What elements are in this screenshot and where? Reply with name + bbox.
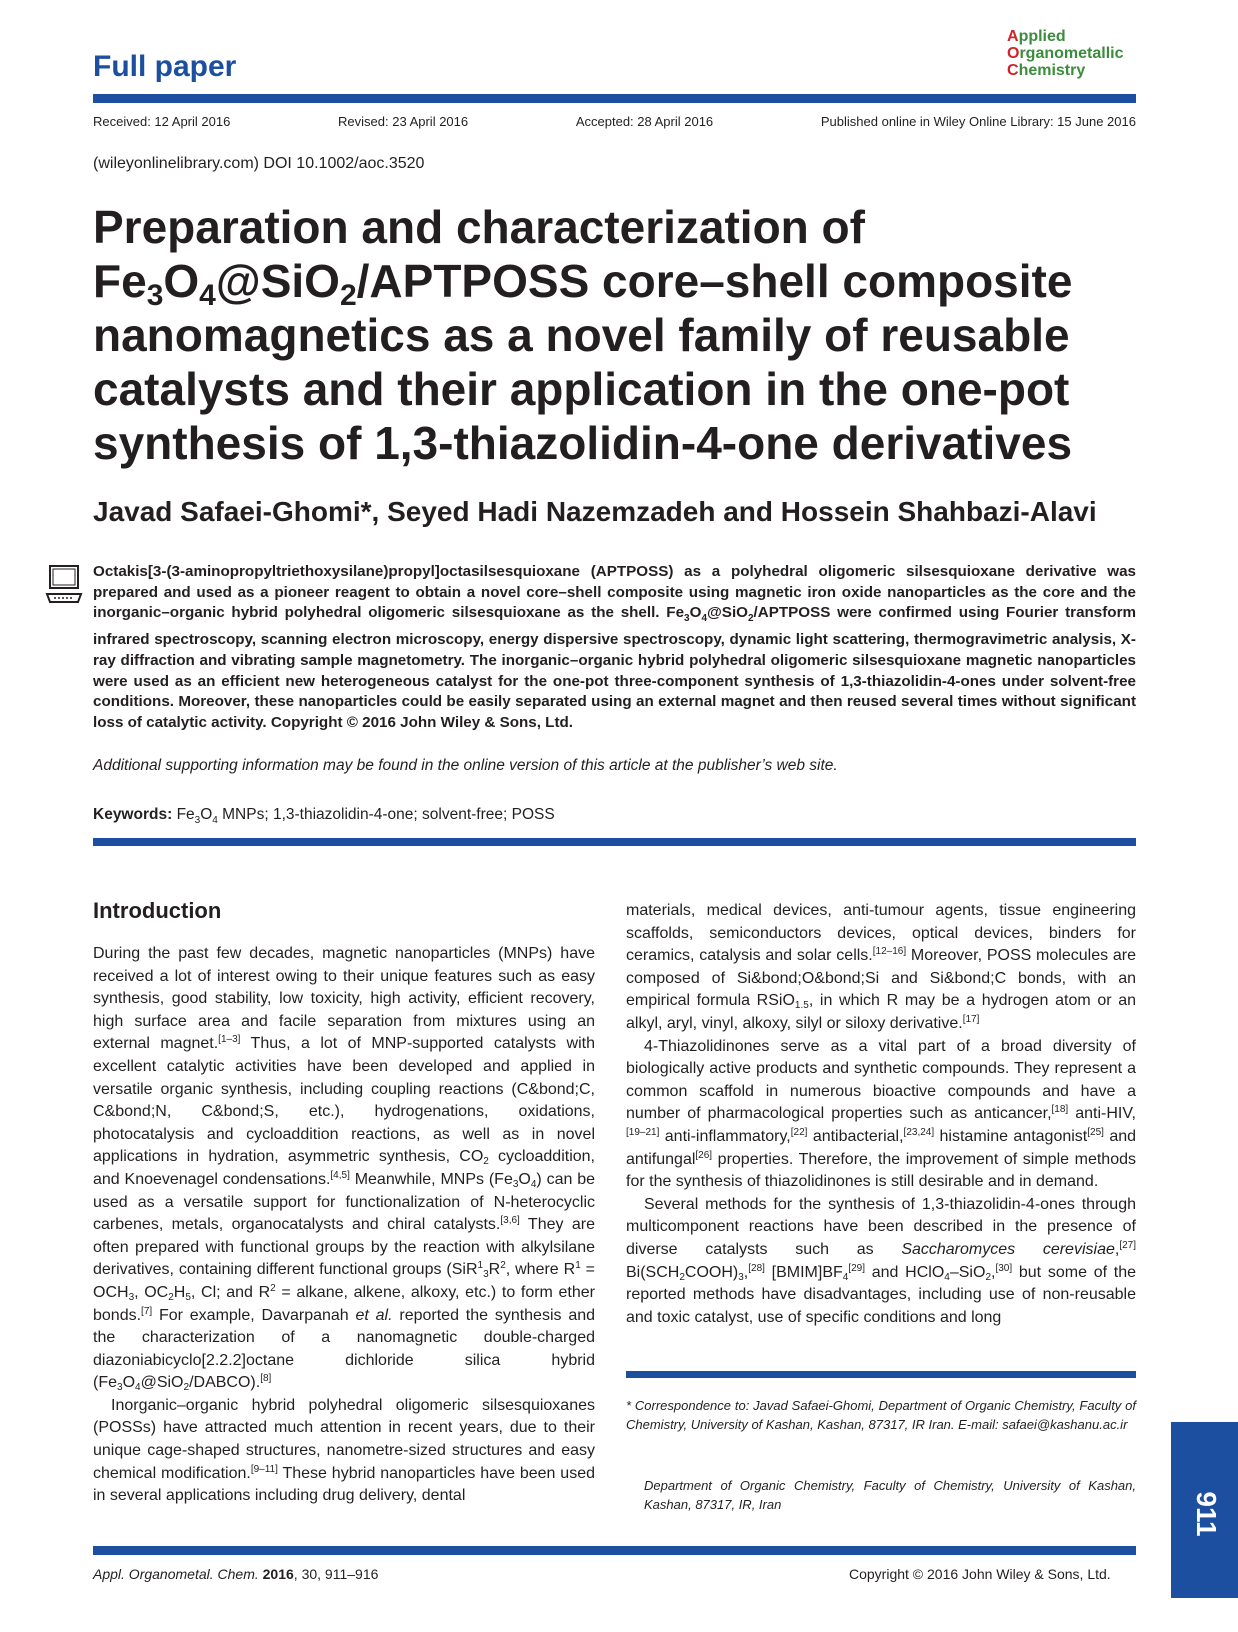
dates-bar	[93, 114, 1136, 129]
computer-icon	[45, 564, 83, 604]
affiliation-note: Department of Organic Chemistry, Faculty of Chemistry, University of Kashan, Kashan, 87317, IR, Iran	[644, 1478, 1136, 1512]
intro-paragraph-1: During the past few decades, magnetic nanoparticles (MNPs) have received a lot of interest owing to their unique features such as easy synthesis, good stability, low toxicity, high activity, efficient recovery, high surface area and facile separation from mixtures using an external magnet.[1–3] Thus, a lot of MNP-supported catalysts with excellent catalytic activities have been developed and applied in versatile organic synthesis, including coupling reactions (C&bond;C, C&bond;N, C&bond;S, etc.), hydrogenations, oxidations, photocatalysis and cycloaddition reactions, as well as in novel applications in hydration, asymmetric synthesis, $CO_2$ cycloaddition, and Knoevenagel condensations.[4,5] Meanwhile, MNPs $(Fe_3O_4)$ can be used as a versatile support for functionalization of N-heterocyclic carbenes, metals, organocatalysts and chiral catalysts.[3,6] They are often prepared with functional groups by the reaction with alkylsilane derivatives, containing different functional groups ($SiR^1_3R^2$, where $R^1 = OCH_3$, $OC_2H_5$, Cl; and $R^2$ = alkane, alkene, alkoxy, etc.) to form ether bonds.[7] For example, Davarpanah et al. reported the synthesis and the characterization of a nanomagnetic double-charged diazoniabicyclo[2.2.2]octane dichloride silica hybrid $(Fe_3O_4@SiO_2/DABCO).[8]$	[93, 945, 596, 1394]
footer-volume-pages: , 30, 911–916	[293, 1566, 379, 1582]
author-list: Javad Safaei-Ghomi*, Seyed Hadi Nazemzadeh and Hossein Shahbazi-Alavi	[93, 496, 1097, 527]
intro-paragraph-3: materials, medical devices, anti-tumour agents, tissue engineering scaffolds, semiconductors devices, optical devices, binders for ceramics, catalysis and solar cells.[12–16] Moreover, POSS molecules are composed of Si&bond;O&bond;Si and Si&bond;C bonds, with an empirical formula RSiO$_{1.5}$, in which R may be a hydrogen atom or an alkyl, aryl, vinyl, alkoxy, silyl or siloxy derivative.[17]	[626, 902, 1137, 1032]
right-column	[626, 900, 1136, 1329]
published-date: Published online in Wiley Online Library: 15 June 2016	[820, 114, 1136, 129]
keywords-label: Keywords:	[93, 806, 173, 823]
keywords	[93, 806, 555, 826]
journal-logo-line-1: Applied	[1007, 28, 1066, 45]
journal-logo	[1007, 28, 1123, 79]
top-rule	[93, 94, 1136, 103]
footer-journal: Appl. Organometal. Chem.	[93, 1566, 259, 1582]
received-date: Received: 12 April 2016	[93, 114, 231, 129]
page-number: 911	[1191, 1491, 1222, 1537]
keywords-value: $Fe_3O_4$ MNPs; 1,3-thiazolidin-4-one; solvent-free; POSS	[176, 806, 555, 827]
article-title: Preparation and characterization of $Fe_3O_4@SiO_2$/APTPOSS core–shell composite nanomagnetics as a novel family of reusable catalysts and their application in the one-pot synthesis of 1,3-thiazolidin-4-one derivatives	[93, 201, 1073, 469]
supporting-info-note: Additional supporting information may be found in the online version of this article at the publisher’s web site.	[93, 757, 838, 774]
footer-year: 2016	[262, 1566, 294, 1582]
section-label: Full paper	[93, 50, 237, 83]
journal-logo-line-2: Organometallic	[1007, 45, 1124, 62]
footer-citation	[93, 1566, 378, 1582]
accepted-date: Accepted: 28 April 2016	[575, 114, 714, 129]
journal-logo-line-3: Chemistry	[1007, 62, 1086, 79]
section-rule	[93, 838, 1136, 846]
footer-copyright: Copyright © 2016 John Wiley & Sons, Ltd.	[849, 1566, 1111, 1582]
intro-paragraph-2: Inorganic–organic hybrid polyhedral oligomeric silsesquioxanes (POSSs) have attracted much attention in recent years, due to their unique cage-shaped structures, nanometre-sized structures and easy chemical modification.[9–11] These hybrid nanoparticles have been used in several applications including drug delivery, dental	[93, 1396, 595, 1505]
correspondence-rule	[626, 1371, 1136, 1378]
bottom-rule	[93, 1546, 1136, 1555]
abstract-text: Octakis[3-(3-aminopropyltriethoxysilane)propyl]octasilsesquioxane (APTPOSS) as a polyhedral oligomeric silsesquioxane derivative was prepared and used as a pioneer reagent to obtain a novel core–shell composite using magnetic iron oxide nanoparticles as the core and the inorganic–organic hybrid polyhedral oligomeric silsesquioxane as the shell. $Fe_3O_4@SiO_2$/APTPOSS were confirmed using Fourier transform infrared spectroscopy, scanning electron microscopy, energy dispersive spectroscopy, dynamic light scattering, thermogravimetric analysis, X-ray diffraction and vibrating sample magnetometry. The inorganic–organic hybrid polyhedral oligomeric silsesquioxane magnetic nanoparticles were used as an efficient new heterogeneous catalyst for the one-pot three-component synthesis of 1,3-thiazolidin-4-ones under solvent-free conditions. Moreover, these nanoparticles could be easily separated using an external magnet and then reused several times without significant loss of catalytic activity. Copyright © 2016 John Wiley & Sons, Ltd.	[93, 563, 1136, 731]
correspondence-note: * Correspondence to: Javad Safaei-Ghomi, Department of Organic Chemistry, Faculty of Chemistry, University of Kashan, Kashan, 87317, IR Iran. E-mail: safaei@kashanu.ac.ir	[626, 1398, 1136, 1432]
revised-date: Revised: 23 April 2016	[338, 114, 469, 129]
intro-paragraph-4: 4-Thiazolidinones serve as a vital part of a broad diversity of biologically active products and synthetic compounds. They represent a common scaffold in numerous bioactive compounds and have a number of pharmacological properties such as anticancer,[18] anti-HIV,[19–21] anti-inflammatory,[22] antibacterial,[23,24] histamine antagonist[25] and antifungal[26] properties. Therefore, the improvement of simple methods for the synthesis of thiazolidinones is still desirable and in demand.	[626, 1037, 1137, 1191]
intro-paragraph-5: Several methods for the synthesis of 1,3-thiazolidin-4-ones through multicomponent reactions have been described in the presence of diverse catalysts such as Saccharomyces cerevisiae,[27] $Bi(SCH_2COOH)_3,[28]$ $[BMIM]BF_4[29]$ and HClO$_4$–SiO$_2$,[30] but some of the reported methods have disadvantages, including use of non-reusable and toxic catalyst, use of specific conditions and long	[626, 1195, 1137, 1326]
introduction-heading: Introduction	[93, 898, 222, 923]
left-column	[93, 943, 595, 1508]
doi-line[interactable]: (wileyonlinelibrary.com) DOI 10.1002/aoc.3520	[93, 155, 425, 172]
